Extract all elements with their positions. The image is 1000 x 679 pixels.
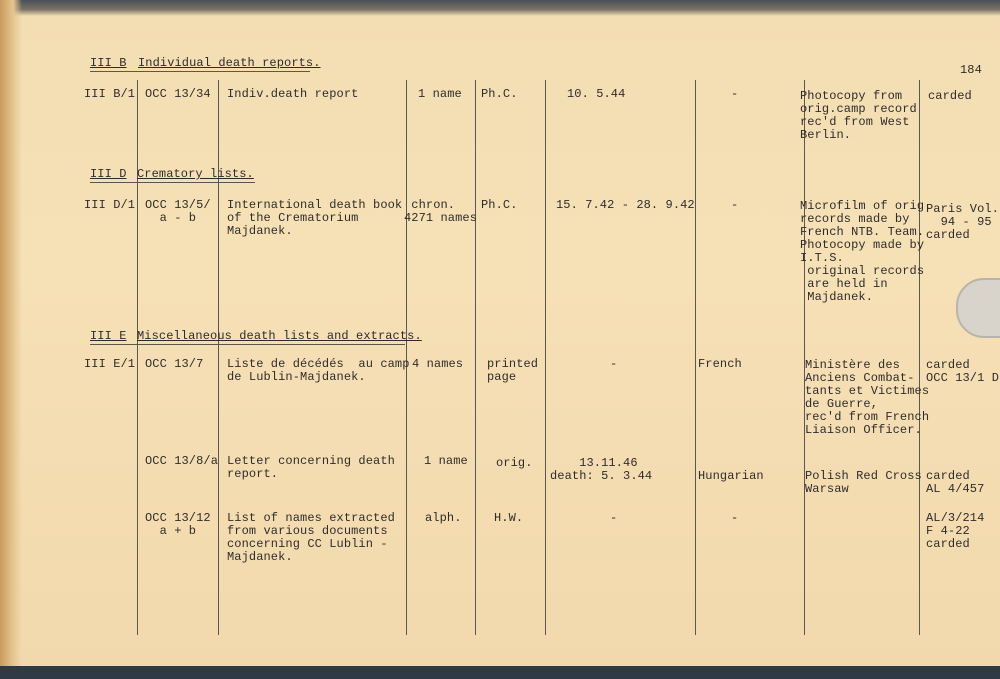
row-quantity: 1 name bbox=[424, 454, 468, 468]
column-rule bbox=[919, 80, 920, 635]
row-occ-number: OCC 13/12 a + b bbox=[145, 511, 211, 538]
section-underline bbox=[90, 182, 255, 183]
row-remarks: carded OCC 13/1 D bbox=[926, 358, 1000, 385]
row-type: H.W. bbox=[494, 511, 524, 525]
row-type: orig. bbox=[496, 456, 533, 470]
row-quantity: chron. 4271 names bbox=[404, 198, 478, 225]
folder-tab-shape bbox=[956, 278, 1000, 338]
row-dates: - bbox=[610, 357, 618, 371]
section-code: III B bbox=[90, 56, 127, 70]
column-rule bbox=[545, 80, 546, 635]
row-occ-number: OCC 13/7 bbox=[145, 357, 204, 371]
row-description: Letter concerning death report. bbox=[227, 454, 395, 481]
row-remarks: carded bbox=[928, 89, 972, 103]
column-rule bbox=[137, 80, 138, 635]
row-source: Ministère des Anciens Combat- tants et Victimes de Guerre, rec'd from French Liaison Officer. bbox=[805, 358, 930, 437]
section-underline bbox=[90, 344, 405, 345]
row-description: Liste de décédés au camp de Lublin-Majdanek. bbox=[227, 357, 410, 384]
page-left-edge bbox=[0, 0, 22, 666]
row-source: Polish Red Cross Warsaw bbox=[805, 469, 922, 496]
row-section-ref: III B/1 bbox=[84, 87, 136, 101]
row-remarks: carded AL 4/457 bbox=[926, 469, 985, 496]
row-description: International death book of the Crematorium Majdanek. bbox=[227, 198, 403, 238]
row-dates: 15. 7.42 - 28. 9.42 bbox=[556, 198, 695, 212]
row-quantity: 4 names bbox=[412, 357, 464, 371]
page-number: 184 bbox=[960, 63, 982, 77]
row-source: Photocopy from orig.camp record rec'd from West Berlin. bbox=[800, 89, 917, 142]
row-remarks: AL/3/214 F 4-22 carded bbox=[926, 511, 985, 551]
section-code: III D bbox=[90, 167, 127, 181]
row-language: - bbox=[731, 511, 739, 525]
section-code: III E bbox=[90, 329, 127, 343]
row-type: Ph.C. bbox=[481, 198, 518, 212]
row-dates: 13.11.46 death: 5. 3.44 bbox=[550, 456, 653, 483]
row-occ-number: OCC 13/34 bbox=[145, 87, 211, 101]
row-occ-number: OCC 13/8/a bbox=[145, 454, 219, 468]
row-occ-number: OCC 13/5/ a - b bbox=[145, 198, 211, 225]
row-quantity: alph. bbox=[425, 511, 462, 525]
section-underline bbox=[90, 71, 310, 72]
row-dates: 10. 5.44 bbox=[567, 87, 626, 101]
column-rule bbox=[475, 80, 476, 635]
column-rule bbox=[695, 80, 696, 635]
row-quantity: 1 name bbox=[418, 87, 462, 101]
row-type: Ph.C. bbox=[481, 87, 518, 101]
section-title: Miscellaneous death lists and extracts. bbox=[137, 329, 422, 343]
row-language: Hungarian bbox=[698, 469, 764, 483]
column-rule bbox=[218, 80, 219, 635]
row-language: - bbox=[731, 198, 739, 212]
row-description: List of names extracted from various documents concerning CC Lublin - Majdanek. bbox=[227, 511, 395, 564]
row-dates: - bbox=[610, 511, 618, 525]
row-description: Indiv.death report bbox=[227, 87, 359, 101]
row-section-ref: III E/1 bbox=[84, 357, 136, 371]
row-section-ref: III D/1 bbox=[84, 198, 136, 212]
section-title: Crematory lists. bbox=[137, 167, 254, 181]
page-top-shadow bbox=[0, 0, 1000, 16]
row-source: Microfilm of orig. records made by French NTB. Team. Photocopy made by I.T.S. original records are held in Majdanek. bbox=[800, 199, 932, 304]
row-language: - bbox=[731, 87, 739, 101]
row-type: printed page bbox=[487, 357, 539, 384]
row-language: French bbox=[698, 357, 742, 371]
section-title: Individual death reports. bbox=[138, 56, 321, 70]
row-remarks: Paris Vol. 94 - 95 carded bbox=[926, 202, 1000, 242]
